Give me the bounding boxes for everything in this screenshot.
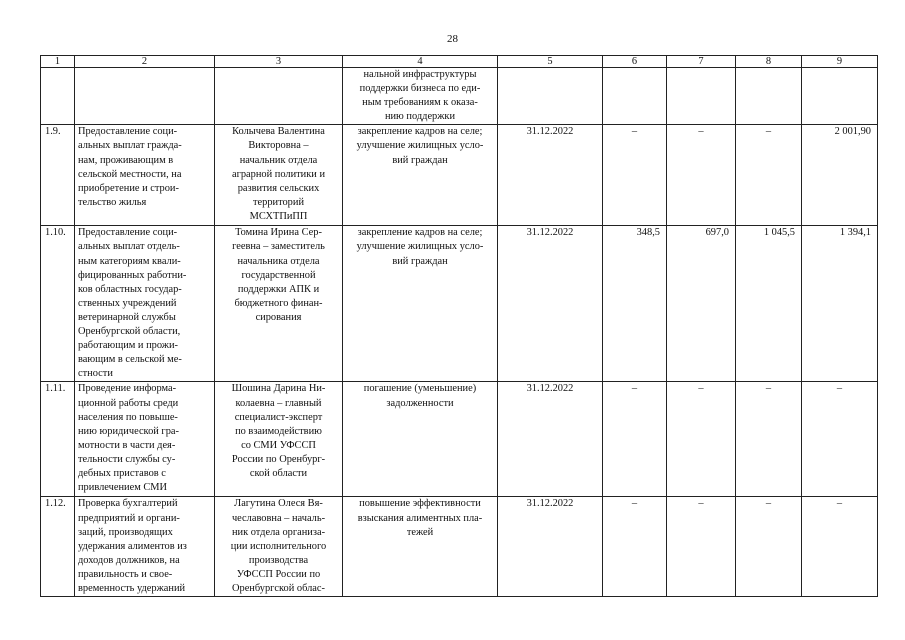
measure-name-cell: [75, 497, 215, 597]
empty-cell: [498, 68, 603, 125]
responsible-line: аграрной политики и: [231, 168, 326, 180]
deadline-cell: 31.12.2022: [498, 497, 603, 597]
value-cell-7: –: [667, 125, 736, 226]
value-cell-7: –: [667, 382, 736, 497]
value-cell-9: 1 394,1: [802, 226, 878, 382]
value-cell-8: –: [736, 382, 802, 497]
measure-name-line: дебных приставов с: [78, 467, 166, 479]
page-number: 28: [447, 33, 458, 45]
result-line: погашение (уменьшение): [363, 383, 477, 395]
value-cell-8: 1 045,5: [736, 226, 802, 382]
responsible-line: Оренбургской облас-: [232, 582, 325, 594]
responsible-line: Томина Ирина Сер-: [235, 227, 322, 239]
column-header: 7: [667, 56, 736, 68]
responsible-line: ник отдела организа-: [231, 526, 326, 538]
measure-name-line: удержания алиментов из: [78, 540, 187, 552]
result-line: повышение эффективности: [359, 498, 481, 510]
responsible-person-cell: [215, 125, 343, 226]
value-cell-8: –: [736, 497, 802, 597]
result-line: вий граждан: [392, 255, 448, 267]
measure-name-cell: [75, 382, 215, 497]
measure-name-line: доходов должников, на: [78, 554, 180, 566]
empty-cell: [667, 68, 736, 125]
measure-name-line: Предоставление соци-: [78, 227, 178, 239]
value-cell-8: –: [736, 125, 802, 226]
empty-cell: [736, 68, 802, 125]
responsible-line: поддержки АПК и: [237, 283, 320, 295]
table-row: [41, 382, 878, 497]
deadline-cell: 31.12.2022: [498, 125, 603, 226]
measure-name-line: ственных учреждений: [78, 297, 177, 309]
measure-name-cell: [75, 125, 215, 226]
result-cell: [343, 382, 498, 497]
measure-name-line: альных выплат гражда-: [78, 140, 182, 152]
responsible-line: Шошина Дарина Ни-: [231, 383, 326, 395]
column-header: 8: [736, 56, 802, 68]
measure-name-line: тельство жилья: [78, 196, 147, 208]
responsible-line: начальника отдела: [237, 255, 320, 267]
column-header: 6: [603, 56, 667, 68]
responsible-line: ской области: [249, 467, 308, 479]
value-cell-6: –: [603, 382, 667, 497]
deadline-cell: 31.12.2022: [498, 226, 603, 382]
measure-name-line: населения по повыше-: [78, 411, 178, 423]
measure-name-line: предприятий и органи-: [78, 512, 180, 524]
table-row: [41, 226, 878, 382]
responsible-line: производства: [248, 554, 309, 566]
responsible-line: УФССП России по: [236, 568, 321, 580]
value-cell-9: –: [802, 382, 878, 497]
measure-name-line: Проверка бухгалтерий: [78, 498, 178, 510]
value-cell-9: –: [802, 497, 878, 597]
value-cell-7: –: [667, 497, 736, 597]
column-header-row: [41, 56, 878, 68]
responsible-line: ции исполнительного: [230, 540, 327, 552]
responsible-line: со СМИ УФССП: [241, 439, 316, 451]
result-line: задолженности: [386, 397, 454, 409]
measure-name-line: сельской местности, на: [78, 168, 182, 180]
empty-cell: [215, 68, 343, 125]
measure-name-line: ветеринарной службы: [78, 311, 176, 323]
measure-name-line: стности: [78, 368, 113, 380]
responsible-line: геевна – заместитель: [232, 241, 325, 253]
row-number-cell: 1.9.: [41, 125, 75, 226]
responsible-line: Викторовна –: [248, 140, 309, 152]
column-header: 3: [215, 56, 343, 68]
result-line: нальной инфраструктуры: [363, 69, 477, 80]
measure-name-line: тельности службы су-: [78, 453, 176, 465]
responsible-line: колаевна – главный: [235, 397, 322, 409]
table-row: [41, 125, 878, 226]
result-cell: [343, 68, 498, 125]
result-line: улучшение жилищных усло-: [356, 241, 484, 253]
value-cell-7: 697,0: [667, 226, 736, 382]
responsible-line: по взаимодействию: [235, 425, 322, 437]
responsible-line: чеславовна – началь-: [231, 512, 326, 524]
responsible-line: Колычева Валентина: [232, 126, 325, 138]
measure-name-line: нам, проживающим в: [78, 154, 174, 166]
responsible-line: государственной: [241, 269, 316, 281]
empty-cell: [802, 68, 878, 125]
responsible-line: территорий: [252, 196, 305, 208]
measure-name-line: правильность и свое-: [78, 568, 173, 580]
result-cell: [343, 226, 498, 382]
measure-name-line: ков областных государ-: [78, 283, 182, 295]
value-cell-6: –: [603, 497, 667, 597]
result-line: взыскания алиментных пла-: [357, 512, 483, 524]
result-line: закрепление кадров на селе;: [357, 227, 483, 239]
measures-table: [40, 55, 878, 597]
measure-name-line: временность удержаний: [78, 582, 186, 594]
measure-name-line: мотности в части дея-: [78, 439, 176, 451]
responsible-person-cell: [215, 382, 343, 497]
measure-name-line: привлечением СМИ: [78, 482, 168, 494]
measure-name-line: фицированных работни-: [78, 269, 187, 281]
empty-cell: [75, 68, 215, 125]
responsible-line: специалист-эксперт: [234, 411, 323, 423]
measure-name-line: Проведение информа-: [78, 383, 177, 395]
row-number-cell: 1.12.: [41, 497, 75, 597]
result-line: поддержки бизнеса по еди-: [359, 83, 481, 95]
result-line: вий граждан: [392, 154, 448, 166]
column-header: 9: [802, 56, 878, 68]
result-line: закрепление кадров на селе;: [357, 126, 483, 138]
responsible-line: развития сельских: [237, 182, 320, 194]
measure-name-line: альных выплат отдель-: [78, 241, 180, 253]
responsible-line: бюджетного финан-: [234, 297, 323, 309]
result-cell: [343, 125, 498, 226]
table-row: [41, 497, 878, 597]
measure-name-line: работающим и прожи-: [78, 340, 178, 352]
result-line: тежей: [406, 526, 434, 538]
responsible-person-cell: [215, 497, 343, 597]
result-line: ным требованиям к оказа-: [362, 97, 478, 109]
responsible-line: сирования: [255, 311, 302, 323]
result-line: нию поддержки: [384, 111, 456, 123]
column-header: 4: [343, 56, 498, 68]
row-number-cell: 1.10.: [41, 226, 75, 382]
value-cell-9: 2 001,90: [802, 125, 878, 226]
value-cell-6: 348,5: [603, 226, 667, 382]
responsible-line: Лагутина Олеся Вя-: [234, 498, 323, 510]
measure-name-line: заций, производящих: [78, 526, 173, 538]
measure-name-line: приобретение и строи-: [78, 182, 179, 194]
column-header: 1: [41, 56, 75, 68]
measure-name-line: нию юридической гра-: [78, 425, 179, 437]
empty-cell: [41, 68, 75, 125]
responsible-line: начальник отдела: [239, 154, 318, 166]
measure-name-line: Предоставление соци-: [78, 126, 178, 138]
measure-name-line: ционной работы среди: [78, 397, 179, 409]
row-number-cell: 1.11.: [41, 382, 75, 497]
responsible-person-cell: [215, 226, 343, 382]
responsible-line: России по Оренбург-: [231, 453, 326, 465]
measure-name-line: вающим в сельской ме-: [78, 354, 182, 366]
result-line: улучшение жилищных усло-: [356, 140, 484, 152]
measure-name-cell: [75, 226, 215, 382]
measure-name-line: ным категориям квали-: [78, 255, 181, 267]
column-header: 2: [75, 56, 215, 68]
continuation-row: [41, 68, 878, 125]
value-cell-6: –: [603, 125, 667, 226]
measure-name-line: Оренбургской области,: [78, 326, 181, 338]
result-cell: [343, 497, 498, 597]
deadline-cell: 31.12.2022: [498, 382, 603, 497]
responsible-line: МСХТПиПП: [249, 210, 308, 222]
empty-cell: [603, 68, 667, 125]
column-header: 5: [498, 56, 603, 68]
